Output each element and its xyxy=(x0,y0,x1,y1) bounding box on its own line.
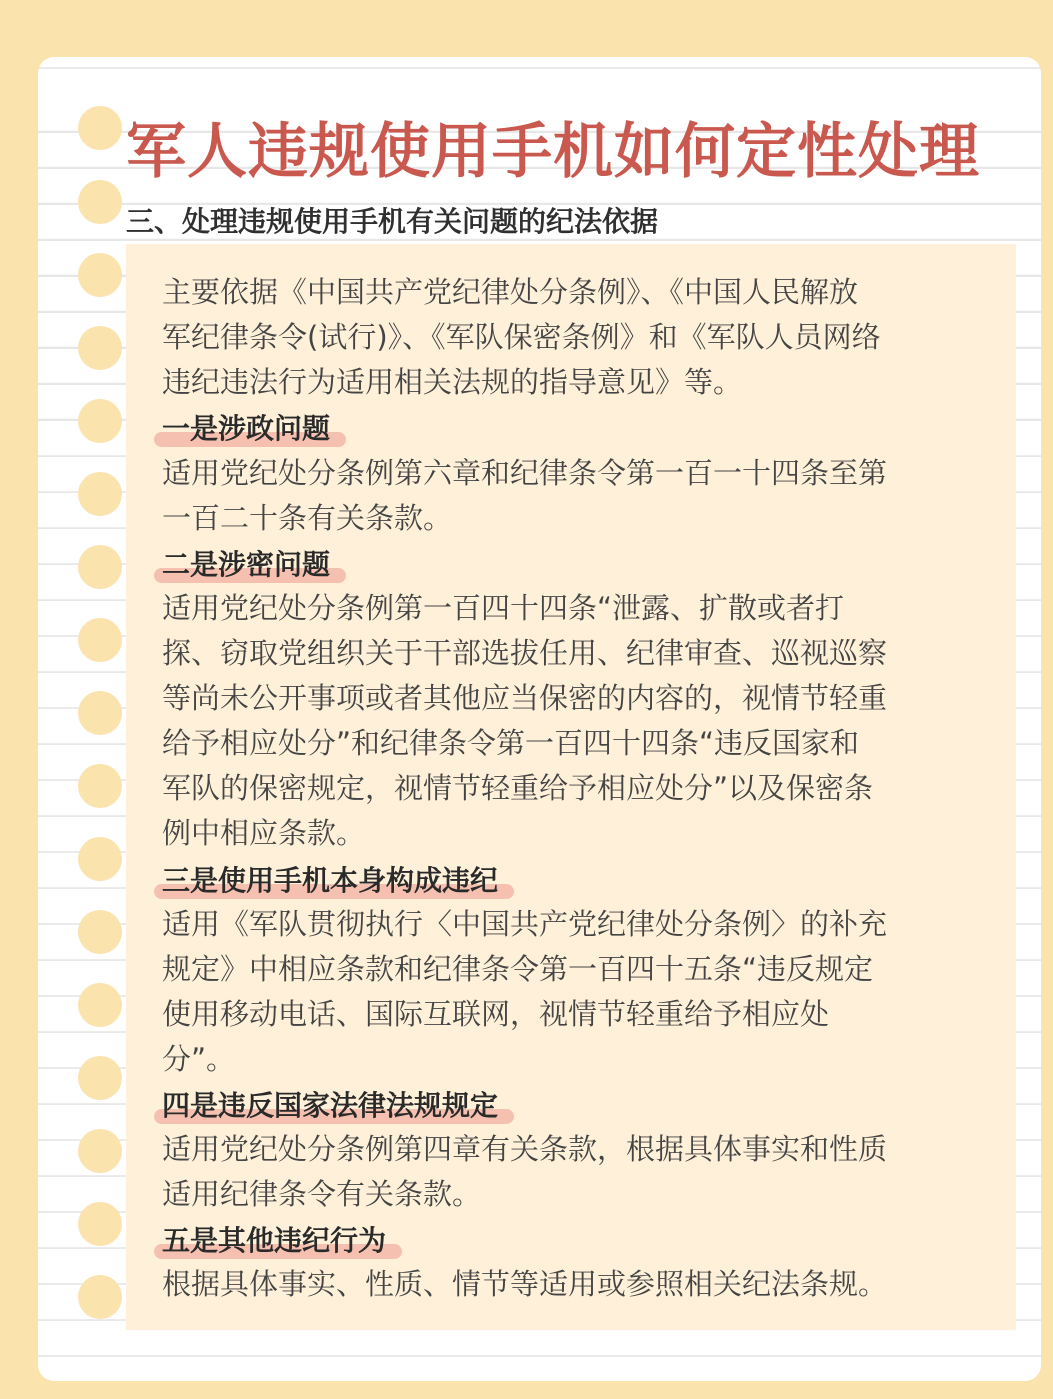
binder-hole xyxy=(78,1275,122,1319)
page-title: 军人违规使用手机如何定性处理 xyxy=(126,117,980,187)
binder-hole xyxy=(78,545,122,589)
binder-hole xyxy=(78,180,122,224)
text-line: 军队的保密规定，视情节轻重给予相应处分”以及保密条 xyxy=(162,771,874,805)
text-line: 规定》中相应条款和纪律条令第一百四十五条“违反规定 xyxy=(162,952,874,986)
binder-hole xyxy=(78,691,122,735)
binder-hole xyxy=(78,1202,122,1246)
text-line: 给予相应处分”和纪律条令第一百四十四条“违反国家和 xyxy=(162,726,860,760)
binder-hole xyxy=(78,983,122,1027)
section-body-phone-use xyxy=(162,902,887,1082)
section-body-secrecy xyxy=(162,586,887,856)
binder-holes xyxy=(0,0,120,1399)
section-body-other xyxy=(162,1262,887,1307)
text-line: 主要依据《中国共产党纪律处分条例》、《中国人民解放 xyxy=(162,275,859,309)
text-line: 军纪律条令(试行)》、《军队保密条例》和《军队人员网络 xyxy=(162,320,881,354)
binder-hole xyxy=(78,472,122,516)
binder-hole xyxy=(78,253,122,297)
section-heading-law: 四是违反国家法律法规规定 xyxy=(162,1086,498,1126)
section-heading-other: 五是其他违纪行为 xyxy=(162,1221,386,1261)
section-heading-political: 一是涉政问题 xyxy=(162,409,330,449)
intro-paragraph xyxy=(162,270,881,405)
text-line: 适用纪律条令有关条款。 xyxy=(162,1177,482,1211)
text-line: 违纪违法行为适用相关法规的指导意见》等。 xyxy=(162,365,743,399)
binder-hole xyxy=(78,910,122,954)
binder-hole xyxy=(78,326,122,370)
binder-hole xyxy=(78,764,122,808)
text-line: 适用《军队贯彻执行〈中国共产党纪律处分条例〉的补充 xyxy=(162,907,888,941)
text-line: 根据具体事实、性质、情节等适用或参照相关纪法条规。 xyxy=(162,1267,888,1301)
text-line: 适用党纪处分条例第四章有关条款，根据具体事实和性质 xyxy=(162,1132,888,1166)
section-subtitle: 三、处理违规使用手机有关问题的纪法依据 xyxy=(126,205,659,238)
binder-hole xyxy=(78,399,122,443)
text-line: 一百二十条有关条款。 xyxy=(162,501,453,535)
binder-hole xyxy=(78,106,122,150)
text-line: 探、窃取党组织关于干部选拔任用、纪律审查、巡视巡察 xyxy=(162,636,888,670)
text-line: 等尚未公开事项或者其他应当保密的内容的，视情节轻重 xyxy=(162,681,888,715)
text-line: 适用党纪处分条例第六章和纪律条令第一百一十四条至第 xyxy=(162,456,888,490)
binder-hole xyxy=(78,1056,122,1100)
binder-hole xyxy=(78,1129,122,1173)
section-heading-phone-use: 三是使用手机本身构成违纪 xyxy=(162,861,498,901)
text-line: 例中相应条款。 xyxy=(162,816,366,850)
section-heading-secrecy: 二是涉密问题 xyxy=(162,545,330,585)
section-body-law xyxy=(162,1127,887,1217)
text-line: 分”。 xyxy=(162,1042,236,1076)
section-body-political xyxy=(162,451,887,541)
text-line: 适用党纪处分条例第一百四十四条“泄露、扩散或者打 xyxy=(162,591,845,625)
binder-hole xyxy=(78,837,122,881)
text-line: 使用移动电话、国际互联网，视情节轻重给予相应处 xyxy=(162,997,830,1031)
binder-hole xyxy=(78,618,122,662)
